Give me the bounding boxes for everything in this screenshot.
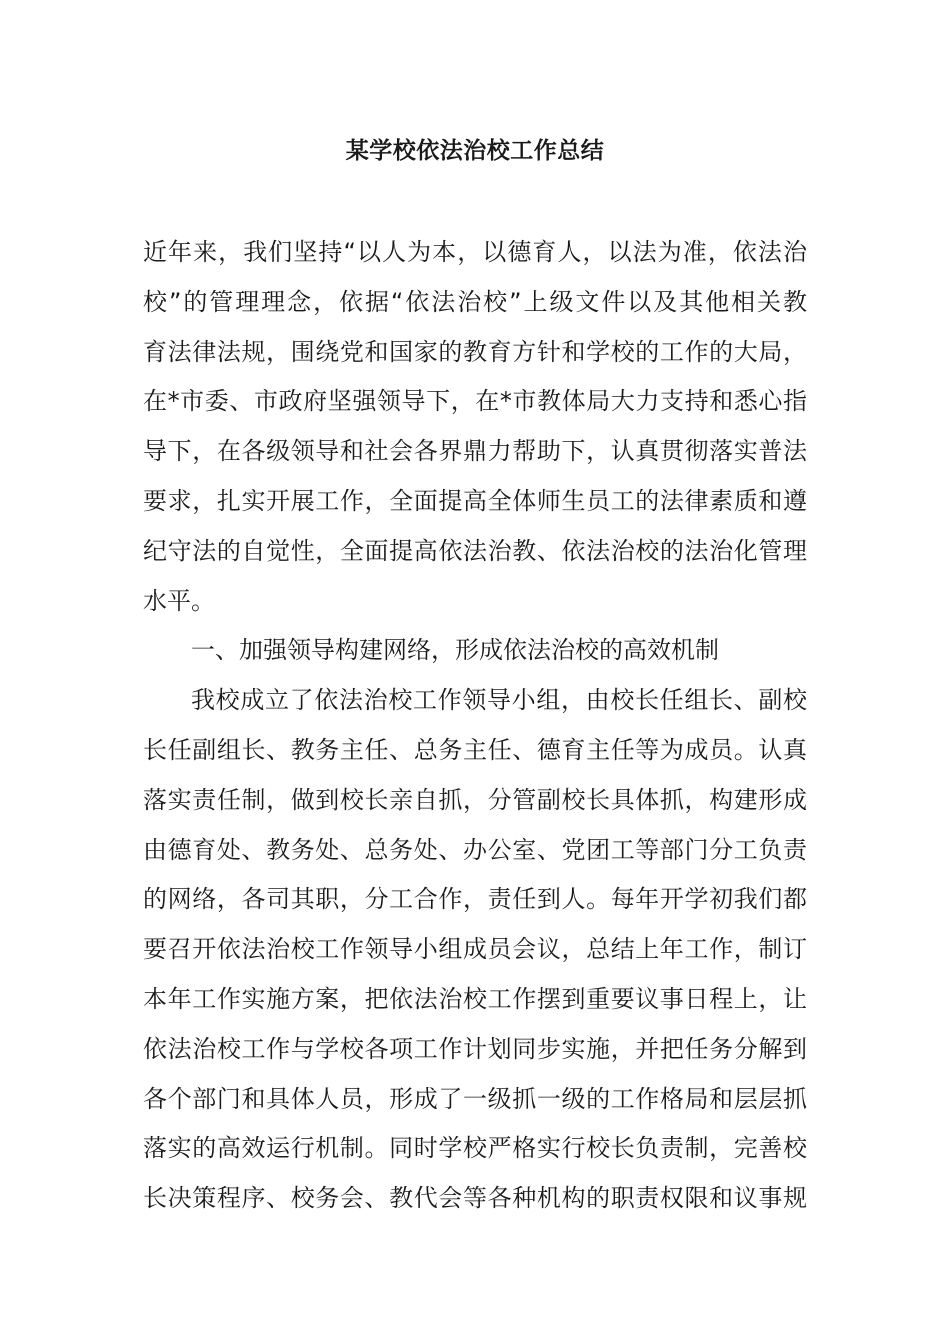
body-line: 育法律法规，围绕党和国家的教育方针和学校的工作的大局， [143, 337, 807, 366]
section-heading: 一、加强领导构建网络，形成依法治校的高效机制 [191, 636, 719, 665]
body-line: 长决策程序、校务会、教代会等各种机构的职责权限和议事规 [143, 1184, 807, 1213]
body-line: 要求，扎实开展工作，全面提高全体师生员工的法律素质和遵 [143, 486, 807, 515]
body-line: 要召开依法治校工作领导小组成员会议，总结上年工作，制订 [143, 935, 807, 964]
body-line: 在*市委、市政府坚强领导下，在*市教体局大力支持和悉心指 [143, 387, 807, 416]
body-line: 近年来，我们坚持“以人为本，以德育人，以法为准，依法治 [143, 238, 807, 266]
body-line: 的网络，各司其职，分工合作，责任到人。每年开学初我们都 [143, 885, 807, 914]
body-line: 落实的高效运行机制。同时学校严格实行校长负责制，完善校 [143, 1134, 807, 1163]
body-line: 各个部门和具体人员，形成了一级抓一级的工作格局和层层抓 [143, 1084, 807, 1113]
document-body [143, 228, 807, 1224]
document-title: 某学校依法治校工作总结 [345, 138, 605, 164]
body-line: 由德育处、教务处、总务处、办公室、党团工等部门分工负责 [143, 835, 807, 864]
body-line: 落实责任制，做到校长亲自抓，分管副校长具体抓，构建形成 [143, 785, 807, 814]
body-line: 依法治校工作与学校各项工作计划同步实施，并把任务分解到 [143, 1034, 807, 1063]
body-line: 导下，在各级领导和社会各界鼎力帮助下，认真贯彻落实普法 [143, 437, 807, 466]
body-line: 我校成立了依法治校工作领导小组，由校长任组长、副校 [191, 686, 807, 715]
body-line: 本年工作实施方案，把依法治校工作摆到重要议事日程上，让 [143, 984, 807, 1013]
body-line: 纪守法的自觉性，全面提高依法治教、依法治校的法治化管理 [143, 536, 807, 565]
body-line: 校”的管理理念，依据“依法治校”上级文件以及其他相关教 [143, 287, 807, 316]
body-line: 水平。 [143, 586, 215, 615]
body-line: 长任副组长、教务主任、总务主任、德育主任等为成员。认真 [143, 735, 807, 764]
